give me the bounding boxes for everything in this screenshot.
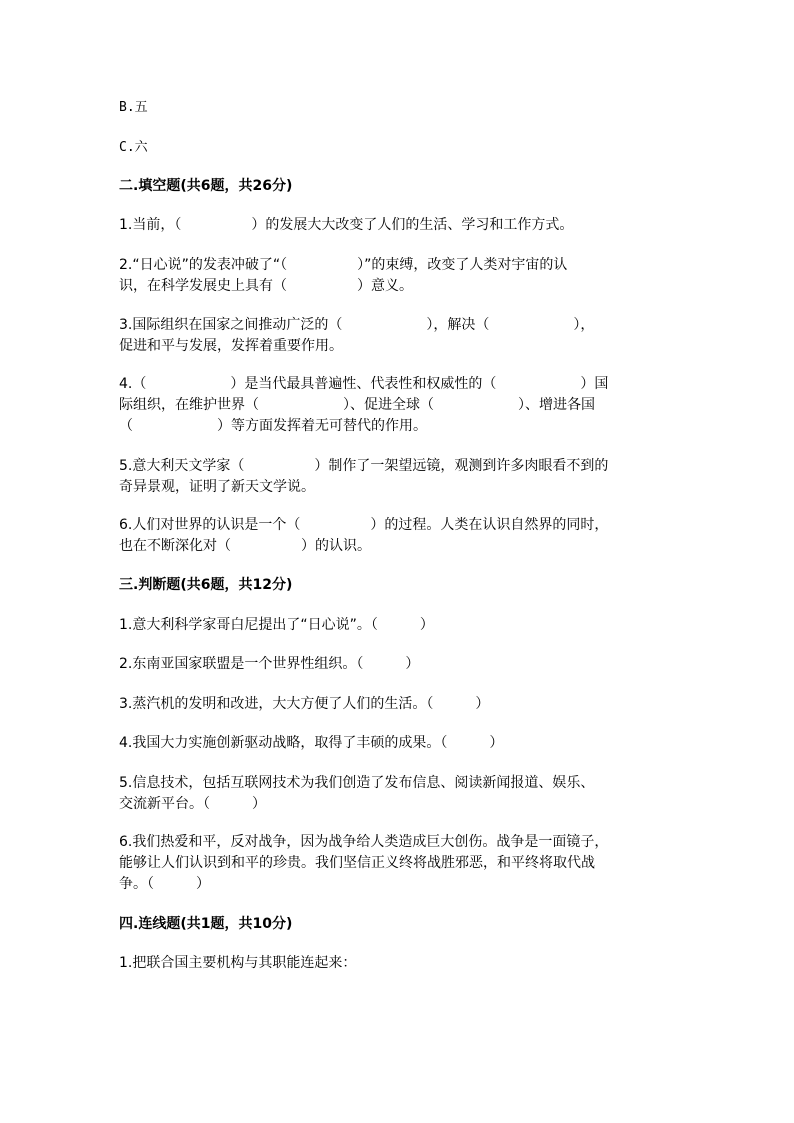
fill-q3-line1: 3.国际组织在国家之间推动广泛的（ ），解决（ ）， bbox=[119, 317, 595, 333]
section-4-heading: 四.连线题(共1题，共10分) bbox=[119, 916, 293, 932]
fill-q3-line2: 促进和平与发展，发挥着重要作用。 bbox=[119, 338, 343, 354]
fill-q1-line1: 1.当前，（ ）的发展大大改变了人们的生活、学习和工作方式。 bbox=[119, 217, 574, 233]
section-2-heading: 二.填空题(共6题，共26分) bbox=[119, 178, 293, 194]
fill-q2-line1: 2.“日心说”的发表冲破了“（ ）”的束缚，改变了人类对宇宙的认 bbox=[119, 257, 568, 273]
fill-q6-line1: 6.人们对世界的认识是一个（ ）的过程。人类在认识自然界的同时， bbox=[119, 517, 609, 533]
fill-q5-line1: 5.意大利天文学家（ ）制作了一架望远镜，观测到许多肉眼看不到的 bbox=[119, 458, 609, 474]
match-q1-line1: 1.把联合国主要机构与其职能连起来： bbox=[119, 955, 357, 971]
fill-q6-line2: 也在不断深化对（ ）的认识。 bbox=[119, 538, 371, 554]
judge-q5-line2: 交流新平台。（ ） bbox=[119, 796, 266, 812]
section-3-heading: 三.判断题(共6题，共12分) bbox=[119, 577, 293, 593]
option-c: C.六 bbox=[119, 140, 148, 155]
fill-q5-line2: 奇异景观，证明了新天文学说。 bbox=[119, 479, 315, 495]
judge-q4-line1: 4.我国大力实施创新驱动战略，取得了丰硕的成果。（ ） bbox=[119, 735, 504, 751]
judge-q1-line1: 1.意大利科学家哥白尼提出了“日心说”。（ ） bbox=[119, 617, 434, 633]
judge-q2-line1: 2.东南亚国家联盟是一个世界性组织。（ ） bbox=[119, 656, 420, 672]
judge-q6-line2: 能够让人们认识到和平的珍贵。我们坚信正义终将战胜邪恶，和平终将取代战 bbox=[119, 855, 595, 871]
fill-q4-line1: 4.（ ）是当代最具普遍性、代表性和权威性的（ ）国 bbox=[119, 376, 609, 392]
fill-q4-line2: 际组织，在维护世界（ ）、促进全球（ ）、增进各国 bbox=[119, 397, 595, 413]
judge-q6-line1: 6.我们热爱和平，反对战争，因为战争给人类造成巨大创伤。战争是一面镜子， bbox=[119, 834, 609, 850]
fill-q4-line3: （ ）等方面发挥着无可替代的作用。 bbox=[119, 418, 427, 434]
option-b: B.五 bbox=[119, 100, 148, 115]
fill-q2-line2: 识，在科学发展史上具有（ ）意义。 bbox=[119, 278, 413, 294]
judge-q5-line1: 5.信息技术，包括互联网技术为我们创造了发布信息、阅读新闻报道、娱乐、 bbox=[119, 775, 595, 791]
judge-q3-line1: 3.蒸汽机的发明和改进，大大方便了人们的生活。（ ） bbox=[119, 696, 490, 712]
judge-q6-line3: 争。（ ） bbox=[119, 876, 210, 892]
